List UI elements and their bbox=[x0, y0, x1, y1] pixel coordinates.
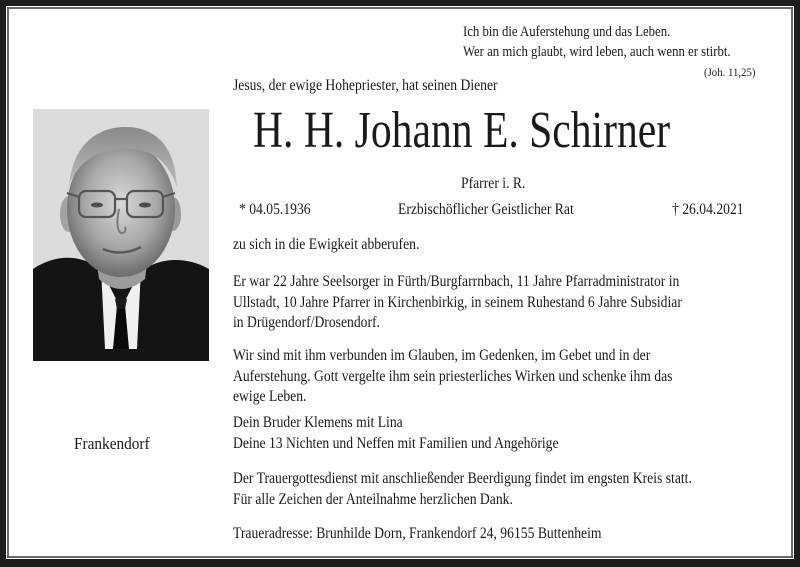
place-name: Frankendorf bbox=[74, 434, 150, 453]
title-primary: Pfarrer i. R. bbox=[461, 175, 526, 192]
called-home-text: zu sich in die Ewigkeit abberufen. bbox=[233, 236, 420, 253]
portrait-photo bbox=[33, 109, 209, 361]
deceased-name: H. H. Johann E. Schirner bbox=[253, 102, 671, 159]
paragraph-line: Wir sind mit ihm verbunden im Glauben, im Gedenken, im Gebet und in der bbox=[233, 347, 651, 364]
faith-paragraph bbox=[233, 346, 672, 408]
intro-text: Jesus, der ewige Hohepriester, hat seinen Diener bbox=[233, 77, 498, 94]
paragraph-line: Er war 22 Jahre Seelsorger in Fürth/Burgfarrnbach, 11 Jahre Pfarradministrator in bbox=[233, 273, 680, 290]
mourners-list bbox=[233, 413, 559, 454]
verse-line: Ich bin die Auferstehung und das Leben. bbox=[463, 24, 671, 40]
verse-reference: (Joh. 11,25) bbox=[704, 65, 756, 79]
paragraph-line: Für alle Zeichen der Anteilnahme herzlichen Dank. bbox=[233, 490, 513, 508]
death-date: † 26.04.2021 bbox=[672, 201, 744, 218]
title-secondary: Erzbischöflicher Geistlicher Rat bbox=[398, 201, 574, 218]
paragraph-line: Auferstehung. Gott vergelte ihm sein priesterliches Wirken und schenke ihm das bbox=[233, 367, 673, 385]
verse-line: Wer an mich glaubt, wird leben, auch wenn er stirbt. bbox=[463, 44, 731, 60]
bible-verse bbox=[463, 22, 731, 62]
mourning-address: Traueradresse: Brunhilde Dorn, Frankendorf 24, 96155 Buttenheim bbox=[233, 525, 602, 542]
paragraph-line: Der Trauergottesdienst mit anschließender Beerdigung findet im engsten Kreis statt. bbox=[233, 470, 692, 487]
paragraph-line: in Drügendorf/Drosendorf. bbox=[233, 314, 380, 331]
mourner-line: Deine 13 Nichten und Neffen mit Familien und Angehörige bbox=[233, 434, 559, 452]
paragraph-line: Ullstadt, 10 Jahre Pfarrer in Kirchenbirkig, in seinem Ruhestand 6 Jahre Subsidiar bbox=[233, 293, 682, 311]
portrait-illustration bbox=[33, 109, 209, 361]
mourner-line: Dein Bruder Klemens mit Lina bbox=[233, 414, 403, 431]
paragraph-line: ewige Leben. bbox=[233, 388, 307, 405]
career-paragraph bbox=[233, 272, 682, 334]
birth-date: * 04.05.1936 bbox=[239, 201, 311, 218]
service-notice bbox=[233, 469, 692, 510]
